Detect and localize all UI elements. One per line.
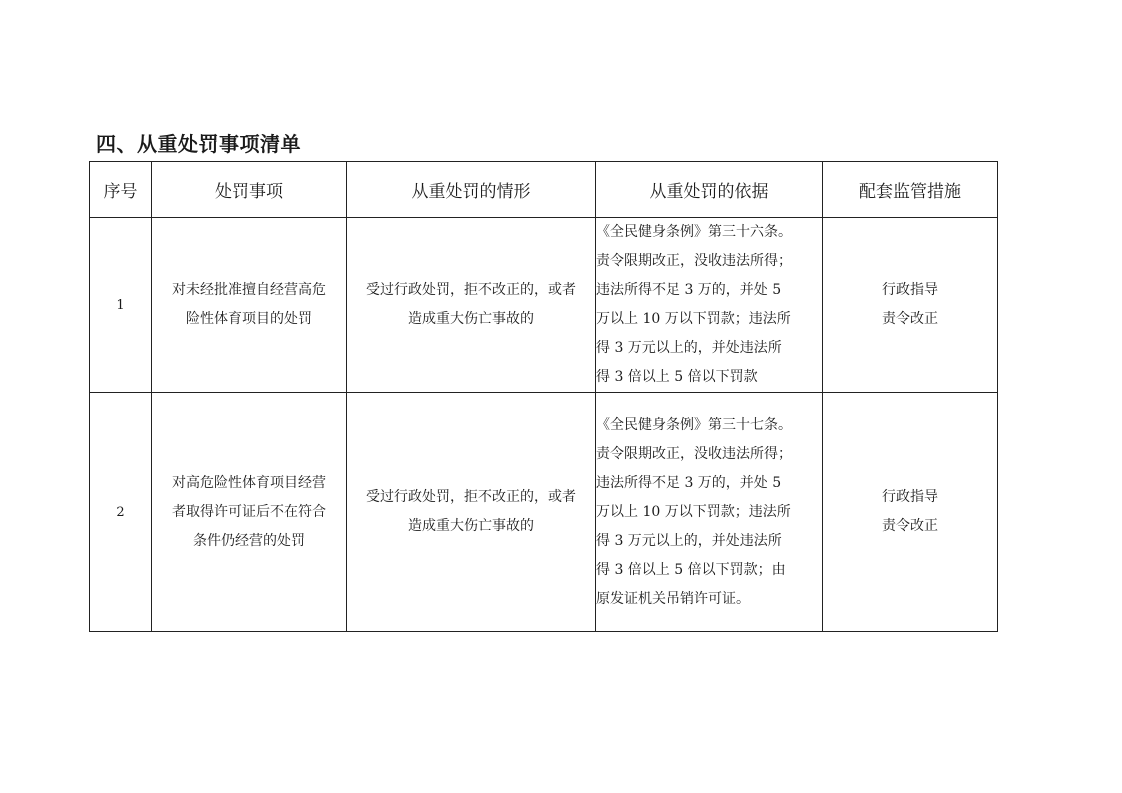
- penalty-table: [89, 161, 998, 632]
- cell-measures: [823, 393, 998, 632]
- cell-index: [90, 393, 152, 632]
- cell-index-text: 2: [116, 504, 125, 520]
- cell-measures: [823, 218, 998, 393]
- cell-item-text: 对未经批准擅自经营高危 险性体育项目的处罚: [172, 282, 326, 327]
- cell-condition: [347, 393, 596, 632]
- cell-item: [152, 218, 347, 393]
- cell-index-text: 1: [116, 297, 125, 313]
- cell-measures-text: 行政指导 责令改正: [882, 489, 938, 534]
- cell-basis: [596, 393, 823, 632]
- table-row: [90, 218, 998, 393]
- cell-condition-text: 受过行政处罚，拒不改正的，或者 造成重大伤亡事故的: [366, 489, 576, 534]
- cell-condition-text: 受过行政处罚，拒不改正的，或者 造成重大伤亡事故的: [366, 282, 576, 327]
- cell-condition: [347, 218, 596, 393]
- header-item: 处罚事项: [152, 162, 347, 218]
- cell-item-text: 对高危险性体育项目经营 者取得许可证后不在符合 条件仍经营的处罚: [172, 474, 326, 549]
- cell-item: [152, 393, 347, 632]
- cell-basis-text: 《全民健身条例》第三十七条。 责令限期改正，没收违法所得； 违法所得不足 3 万的，并处 5 万以上 10 万以下罚款；违法所 得 3 万元以上的，并处违法所 得 3 倍以上 5 倍以下罚款；由 原发证机关吊销许可证。: [596, 416, 792, 607]
- table-header-row: [90, 162, 998, 218]
- cell-index: [90, 218, 152, 393]
- cell-basis-text: 《全民健身条例》第三十六条。 责令限期改正，没收违法所得； 违法所得不足 3 万的，并处 5 万以上 10 万以下罚款；违法所 得 3 万元以上的，并处违法所 得 3 倍以上 5 倍以下罚款: [596, 224, 792, 385]
- header-basis: 从重处罚的依据: [596, 162, 823, 218]
- header-measures: 配套监管措施: [823, 162, 998, 218]
- header-index: 序号: [90, 162, 152, 218]
- cell-basis: [596, 218, 823, 393]
- header-condition: 从重处罚的情形: [347, 162, 596, 218]
- table-row: [90, 393, 998, 632]
- cell-measures-text: 行政指导 责令改正: [882, 282, 938, 327]
- page-title: 四、从重处罚事项清单: [96, 132, 301, 156]
